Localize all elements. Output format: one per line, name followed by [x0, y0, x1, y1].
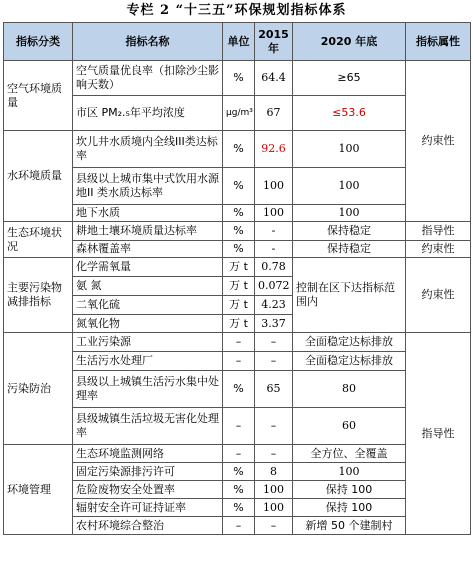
- table-row: [4, 241, 471, 258]
- attr-binding: 约束性: [406, 61, 471, 222]
- value-2015: -: [255, 241, 293, 258]
- indicator-name: 农村环境综合整治: [73, 517, 223, 535]
- value-2015: 67: [255, 96, 293, 131]
- value-2015: 100: [255, 205, 293, 222]
- header-unit: 单位: [223, 23, 255, 61]
- group-mgmt: 环境管理: [4, 445, 73, 535]
- value-2020: 全面稳定达标排放: [293, 333, 406, 352]
- attr-binding: 约束性: [406, 258, 471, 333]
- table-caption: 专栏 2 “十三五”环保规划指标体系: [126, 3, 347, 18]
- value-2020: 全方位、全覆盖: [293, 445, 406, 463]
- indicator-unit: %: [223, 481, 255, 499]
- indicator-name: 危险废物安全处置率: [73, 481, 223, 499]
- value-2020: 保持 100: [293, 481, 406, 499]
- indicator-name: 市区 PM₂.₅年平均浓度: [73, 96, 223, 131]
- indicator-name: 生活污水处理厂: [73, 352, 223, 371]
- value-2020: 80: [293, 371, 406, 408]
- header-2020: 2020 年底: [293, 23, 406, 61]
- value-2015: 65: [255, 371, 293, 408]
- table-row: [4, 333, 471, 352]
- group-pollutant: 主要污染物减排指标: [4, 258, 73, 333]
- value-2015-highlight: 92.6: [255, 131, 293, 168]
- indicator-unit: 万 t: [223, 277, 255, 296]
- table-row: [4, 371, 471, 408]
- value-2020: 保持稳定: [293, 241, 406, 258]
- value-2020: 100: [293, 168, 406, 205]
- value-2015: 4.23: [255, 296, 293, 315]
- value-2020: 60: [293, 408, 406, 445]
- indicator-unit: %: [223, 463, 255, 481]
- indicator-name: 坎儿井水质境内全线III类达标率: [73, 131, 223, 168]
- indicator-unit: %: [223, 499, 255, 517]
- indicator-unit: %: [223, 222, 255, 241]
- table-row: [4, 258, 471, 277]
- header-name: 指标名称: [73, 23, 223, 61]
- indicator-name: 县级以上城市集中式饮用水源地II 类水质达标率: [73, 168, 223, 205]
- value-2015: 3.37: [255, 315, 293, 333]
- value-2020: 保持 100: [293, 499, 406, 517]
- indicator-unit: –: [223, 333, 255, 352]
- table-row: [4, 352, 471, 371]
- indicator-unit: –: [223, 352, 255, 371]
- value-2015: –: [255, 333, 293, 352]
- indicator-unit: –: [223, 445, 255, 463]
- attr-binding: 约束性: [406, 241, 471, 258]
- value-2020-merged: 控制在区下达指标范围内: [293, 258, 406, 333]
- indicator-unit: %: [223, 131, 255, 168]
- indicator-name: 二氧化硫: [73, 296, 223, 315]
- indicator-name: 县级城镇生活垃圾无害化处理率: [73, 408, 223, 445]
- group-air: 空气环境质量: [4, 61, 73, 131]
- table-row: [4, 96, 471, 131]
- value-2020: 100: [293, 463, 406, 481]
- group-eco: 生态环境状况: [4, 222, 73, 258]
- indicator-unit: %: [223, 61, 255, 96]
- value-2015: 64.4: [255, 61, 293, 96]
- value-2020: ≥65: [293, 61, 406, 96]
- table-row: [4, 131, 471, 168]
- value-2015: 8: [255, 463, 293, 481]
- indicator-unit: 万 t: [223, 296, 255, 315]
- indicator-name: 工业污染源: [73, 333, 223, 352]
- header-2015: 2015年: [255, 23, 293, 61]
- indicator-unit: %: [223, 168, 255, 205]
- indicator-name: 县级以上城镇生活污水集中处理率: [73, 371, 223, 408]
- indicator-unit: 万 t: [223, 315, 255, 333]
- value-2020-highlight: ≤53.6: [293, 96, 406, 131]
- table-row: [4, 481, 471, 499]
- indicator-name: 辐射安全许可证持证率: [73, 499, 223, 517]
- indicator-unit: μg/m³: [223, 96, 255, 131]
- indicator-unit: –: [223, 408, 255, 445]
- value-2020: 全面稳定达标排放: [293, 352, 406, 371]
- table-row: [4, 168, 471, 205]
- indicator-table: [3, 22, 471, 535]
- value-2015: 0.072: [255, 277, 293, 296]
- indicator-name: 固定污染源排污许可: [73, 463, 223, 481]
- indicator-unit: %: [223, 371, 255, 408]
- value-2015: 100: [255, 499, 293, 517]
- table-row: [4, 517, 471, 535]
- header-category: 指标分类: [4, 23, 73, 61]
- indicator-unit: %: [223, 241, 255, 258]
- value-2015: -: [255, 222, 293, 241]
- indicator-name: 耕地土壤环境质量达标率: [73, 222, 223, 241]
- attr-guide: 指导性: [406, 222, 471, 241]
- table-row: [4, 408, 471, 445]
- attr-guide: 指导性: [406, 333, 471, 535]
- indicator-name: 化学需氧量: [73, 258, 223, 277]
- table-row: [4, 205, 471, 222]
- value-2020: 100: [293, 205, 406, 222]
- value-2015: 100: [255, 168, 293, 205]
- indicator-name: 氮氧化物: [73, 315, 223, 333]
- value-2015: 0.78: [255, 258, 293, 277]
- table-row: [4, 463, 471, 481]
- header-attr: 指标属性: [406, 23, 471, 61]
- value-2015: –: [255, 445, 293, 463]
- table-row: [4, 499, 471, 517]
- indicator-name: 空气质量优良率（扣除沙尘影响天数）: [73, 61, 223, 96]
- value-2015: –: [255, 352, 293, 371]
- indicator-unit: –: [223, 517, 255, 535]
- table-row: [4, 222, 471, 241]
- indicator-unit: %: [223, 205, 255, 222]
- value-2020: 保持稳定: [293, 222, 406, 241]
- value-2015: –: [255, 408, 293, 445]
- value-2020: 新增 50 个建制村: [293, 517, 406, 535]
- value-2020: 100: [293, 131, 406, 168]
- table-row: [4, 61, 471, 96]
- group-control: 污染防治: [4, 333, 73, 445]
- value-2015: –: [255, 517, 293, 535]
- table-row: [4, 445, 471, 463]
- value-2015: 100: [255, 481, 293, 499]
- indicator-name: 生态环境监测网络: [73, 445, 223, 463]
- group-water: 水环境质量: [4, 131, 73, 222]
- indicator-unit: 万 t: [223, 258, 255, 277]
- indicator-name: 氨 氮: [73, 277, 223, 296]
- indicator-name: 森林覆盖率: [73, 241, 223, 258]
- indicator-name: 地下水质: [73, 205, 223, 222]
